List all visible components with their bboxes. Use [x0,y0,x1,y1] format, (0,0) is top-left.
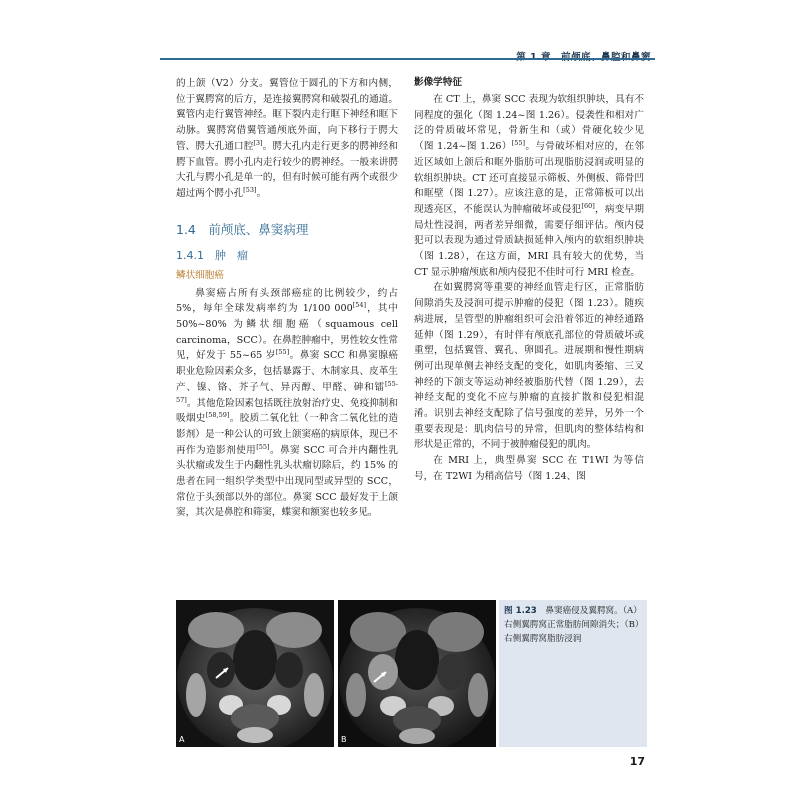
figure-label-a: A [179,735,185,744]
header-rule [160,58,655,60]
figure-1-23 [176,600,496,747]
caption-title: 鼻窦癌侵及翼腭窝。 [536,606,623,616]
paragraph-ct: 在 CT 上，鼻窦 SCC 表现为软组织肿块，具有不同程度的强化（图 1.24~图 1.26）。侵袭性和相对广泛的骨质破坏常见，骨新生和（或）骨硬化较少见（图 1.24~图 1.26）[55]。与骨破坏相对应的，在邻近区域如上颌后和眶外脂肪可出现脂肪浸润或明显的软组织肿块。CT 还可直接显示筛板、外侧板、筛骨凹和眶壁（图 1.27）。应该注意的是，正常筛板可以出现透亮区，不能误认为肿瘤破坏或侵犯[60]，病变早期局灶性浸润，两者差异细微，需要仔细评估。颅内侵犯可以表现为通过骨质缺损延伸入颅内的软组织肿块（图 1.28），在这方面，MRI 具有较大的优势，当 CT 显示肿瘤颅底和颅内侵犯不佳时可行 MRI 检查。 [414,94,645,278]
imaging-heading: 影像学特征 [414,77,462,88]
running-header [160,45,655,67]
paragraph-scc-epidemiology: 鼻窦癌占所有头颈部癌症的比例较少，约占 5%，每年全球发病率约为 1/100 000[54]，其中 50%~80% 为鳞状细胞癌（squamous cell carcinoma，SCC）。在鼻腔肿瘤中，男性较女性常见，好发于 55~65 岁[55]。鼻窦 SCC 和鼻窦腺癌职业危险因素众多，包括暴露于、木制家具、皮革生产、镍、铬、芥子气、异丙醇、甲醛、砷和镭[55-57]。其他危险因素包括既往放射治疗史、免疫抑制和吸烟史[58,59]。胶质二氧化钍（一种含二氧化钍的造影剂）是一种公认的可致上颌窦癌的病原体，现已不再作为造影剂使用[55]。鼻窦 SCC 可合并内翻性乳头状瘤或发生于内翻性乳头状瘤切除后，约 15% 的患者在同一组织学类型中出现同型或异型的 SCC，常位于头颈部以外的部位。鼻窦 SCC 最好发于上颌窦，其次是鼻腔和筛窦，蝶窦和额窦也较多见。 [176,287,399,519]
chapter-title [516,49,651,63]
page-number: 17 [629,755,645,768]
mri-scan-b-graphic [338,600,496,747]
caption-figure-number: 图 1.23 [504,606,537,616]
topic-heading: 鳞状细胞癌 [176,269,224,281]
book-page [160,35,655,780]
figure-label-b: B [341,735,347,744]
section-heading: 1.4 前颅底、鼻窦病理 [176,221,309,237]
paragraph-pterygoid: 的上颌（V2）分支。翼管位于圆孔的下方和内侧，位于翼腭窝的后方，是连接翼腭窝和破裂孔的通道。翼管内走行翼管神经。眶下裂内走行眶下神经和眶下动脉。翼腭窝借翼管通颅底外面，向下移行于腭大管、腭大孔通口腔[3]。腭大孔内走行更多的腭神经和腭下血管。腭小孔内走行较少的腭神经。一般来讲腭大孔与腭小孔是单一的，但有时候可能有两个或很少超过两个腭小孔[53]。 [176,78,398,199]
mri-image-b [338,600,496,747]
right-column [414,75,644,485]
paragraph-mri: 在 MRI 上，典型鼻窦 SCC 在 T1WI 为等信号，在 T2WI 为稍高信号（图 1.24、图 [414,455,644,482]
paragraph-pterygopalatine: 在如翼腭窝等重要的神经血管走行区，正常脂肪间隙消失及浸润可提示肿瘤的侵犯（图 1.23）。随疾病进展，呈管型的肿瘤组织可会沿着邻近的神经通路延伸（图 1.29），有时伴有颅底孔部位的骨质破坏或重塑，包括翼管、翼孔、卵圆孔。进展期和慢性期病例可出现单侧去神经支配的变化，如肌肉萎缩、三叉神经的下颌支等运动神经被脂肪代替（图 1.29），去神经支配的变化不应与肿瘤的直接扩散和侵犯相混淆。识别去神经支配除了信号强度的差异，另外一个重要表现是：肌肉信号的异常，但肌肉的整体结构和形状是正常的，不同于被肿瘤侵犯的肌肉。 [414,282,644,451]
subsection-heading: 1.4.1 肿 瘤 [176,248,248,262]
caption-body: （A）右侧翼腭窝正常脂肪间隙消失；（B）右侧翼腭窝脂肪浸润 [504,606,642,644]
mri-scan-a-graphic [176,600,334,747]
figure-caption [499,600,647,747]
mri-image-a [176,600,334,747]
left-column [176,76,398,521]
